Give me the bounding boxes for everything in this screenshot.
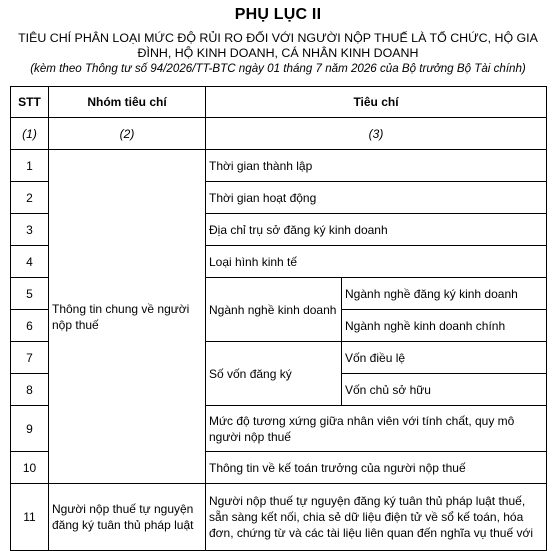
sub-criterion: Vốn điều lệ [342, 342, 547, 374]
criterion: Thông tin về kế toán trưởng của người nộp thuế [206, 452, 547, 484]
row-stt: 4 [11, 246, 49, 278]
row-stt: 6 [11, 310, 49, 342]
criterion: Địa chỉ trụ sở đăng ký kinh doanh [206, 214, 547, 246]
row-stt: 11 [11, 484, 49, 551]
criterion: Thời gian thành lập [206, 150, 547, 182]
row-stt: 3 [11, 214, 49, 246]
table-row [11, 484, 547, 551]
row-stt: 2 [11, 182, 49, 214]
criteria-table [10, 86, 547, 551]
row-stt: 9 [11, 406, 49, 452]
criterion: Loại hình kinh tế [206, 246, 547, 278]
row-stt: 7 [11, 342, 49, 374]
header-stt: STT [11, 87, 49, 118]
index-stt: (1) [11, 118, 49, 150]
row-stt: 5 [11, 278, 49, 310]
group-general: Thông tin chung về người nộp thuế [49, 150, 206, 484]
criterion: Ngành nghề kinh doanh [206, 278, 342, 342]
document-title: PHỤ LỤC II [234, 6, 322, 23]
criterion: Thời gian hoạt động [206, 182, 547, 214]
header-criteria: Tiêu chí [206, 87, 547, 118]
sub-criterion: Ngành nghề kinh doanh chính [342, 310, 547, 342]
group-voluntary: Người nộp thuế tự nguyện đăng ký tuân thủ pháp luật [49, 484, 206, 551]
index-row [11, 118, 547, 150]
document-subtitle: TIÊU CHÍ PHÂN LOẠI MỨC ĐỘ RỦI RO ĐỐI VỚI NGƯỜI NỘP THUẾ LÀ TỔ CHỨC, HỘ GIA ĐÌNH, HỘ KINH DOANH, CÁ NHÂN KINH DOANH [18, 31, 538, 60]
header-group: Nhóm tiêu chí [49, 87, 206, 118]
index-criteria: (3) [206, 118, 547, 150]
header-row [11, 87, 547, 118]
row-stt: 8 [11, 374, 49, 406]
criterion: Mức độ tương xứng giữa nhân viên với tính chất, quy mô người nộp thuế [206, 406, 547, 452]
index-group: (2) [49, 118, 206, 150]
row-stt: 1 [11, 150, 49, 182]
table-row [11, 150, 547, 182]
sub-criterion: Vốn chủ sở hữu [342, 374, 547, 406]
row-stt: 10 [11, 452, 49, 484]
sub-criterion: Ngành nghề đăng ký kinh doanh [342, 278, 547, 310]
criterion: Số vốn đăng ký [206, 342, 342, 406]
document-note: (kèm theo Thông tư số 94/2026/TT-BTC ngày 01 tháng 7 năm 2026 của Bộ trưởng Bộ Tài chính) [30, 62, 526, 75]
criterion: Người nộp thuế tự nguyện đăng ký tuân thủ pháp luật thuế, sẵn sàng kết nối, chia sẻ dữ liệu điện tử về sổ kế toán, hóa đơn, chứng từ và các tài liệu liên quan đến nghĩa vụ thuế với [206, 484, 547, 551]
